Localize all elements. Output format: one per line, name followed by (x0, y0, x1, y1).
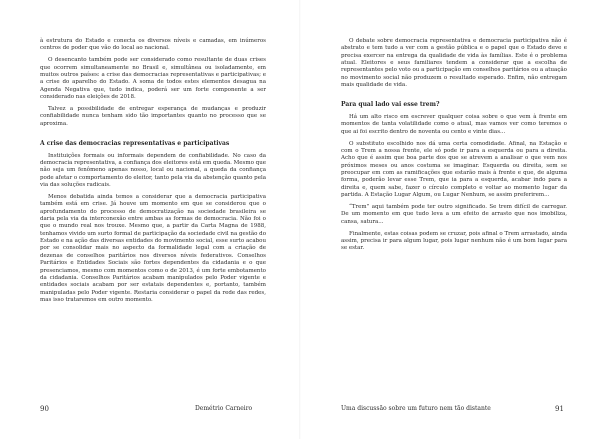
paragraph: Menos debatida ainda temos a considerar que a democracia participativa também está em crise. Já houve um momento em que se considerou que o aprofundamento do processo de democratização na sociedade brasileira se daria pela via da interconexão entre ambas as formas de democracia. Não foi o que o mundo real nos trouxe. Mesmo que, a partir da Carta Magna de 1988, tenhamos vivido um surto formal de participação da sociedade civil na gestão do Estado e na ação das diversas entidades do movimento social, esse surto acabou por se consolidar mais no aspecto da formalidade legal com a criação de dezenas de conselhos paritários nos diversos níveis federativos. Conselhos Paritários e Entidades Sociais são fortes dependentes da cidadania e o que presenciamos, mesmo com momentos como o de 2013, é um forte embotamento da cidadania. Conselhos Paritários acabam manipulados pelo Poder vigente e entidades sociais acabam por ser estatais dependentes e, portanto, também manipuladas pelo Poder vigente. Restaria considerar o papel da rede das redes, mas isso trataremos em outro momento. (40, 194, 266, 303)
paragraph: Instituições formais ou informais dependem de confiabilidade. No caso da democracia representativa, a confiança dos eleitores está em queda. Mesmo que não seja um fenômeno apenas nosso, local ou nacional, a queda da confiança pode afetar o comportamento do eleitor, tanto pela via da abstenção quanto pela via das soluções radicais. (40, 152, 266, 189)
right-running-head: Uma discussão sobre um futuro nem tão distante (341, 405, 491, 412)
book-gutter (299, 0, 301, 439)
section-heading: Para qual lado vai esse trem? (341, 101, 440, 109)
paragraph: Há um alto risco em escrever qualquer coisa sobre o que vem à frente em momentos de tanta volatilidade como o atual, mas vamos ver como teremos o que ai foi escrito dentro de noventa ou cento e vinte dias... (341, 113, 567, 135)
paragraph: O substituto escolhido nos dá uma certa comodidade. Afinal, na Estação e com o Trem a nossa frente, ele só pode ir para a esquerda ou para a direita. Acho que é assim que boa parte dos que se atrevem a analisar o que vem nos próximos meses ou anos costuma se imaginar. Esquerda ou direita, sem se preocupar em com as ramificações que estarão mais à frente e que, de alguma forma, poderão levar esse Trem, que ia para a esquerda, acabar indo para a direita e, quem sabe, fazer o círculo completo e voltar ao momento lugar da partida. A Estação Lugar Algum, ou Lugar Nenhum, se assim preferirem... (341, 140, 567, 199)
paragraph: Talvez a possibilidade de entregar esperança de mudanças e produzir confiabilidade nunca tenham sido tão importantes quanto no processo que se aproxima. (40, 106, 266, 127)
paragraph: O debate sobre democracia representativa e democracia participativa não é abstrato e tem tudo a ver com a gestão pública e o papel que o Estado deve e precisa exercer na entrega da qualidade de vida às famílias. Este é o problema atual. Eleitores e seus familiares tendem a considerar que a escolha de representantes pelo voto ou a participação em conselhos paritários ou a atuação no movimento social não produzem o resultado esperado. Enfim, não entregam mais qualidade de vida. (341, 38, 567, 89)
left-page-number: 90 (40, 405, 49, 413)
left-page-column (40, 38, 266, 309)
left-running-head: Demétrio Carneiro (195, 405, 253, 412)
right-page-column (341, 38, 567, 258)
paragraph: O desencanto também pode ser considerado como resultante de duas crises que ocorrem simultaneamente no Brasil e, simultânea ou isoladamente, em muitos outros países: a crise das democracias representativas e participativas; e a crise do aparelho do Estado. A soma de todos estes elementos desagua na Agenda Negativa que, tudo indica, poderá ser um forte componente a ser considerado nas eleições de 2018. (40, 57, 266, 101)
paragraph: “Trem” aqui também pode ter outro significado. Se trem difícil de carregar. De um momento em que tudo leva a um efeito de arrasto que nos imobiliza, cansa, satura... (341, 204, 567, 225)
paragraph: à estrutura do Estado e conecta os diversos níveis e camadas, em inúmeros centros de poder que vão do local ao nacional. (40, 38, 266, 52)
right-page-number: 91 (555, 405, 564, 413)
paragraph: Finalmente, estas coisas podem se cruzar, pois afinal o Trem arrastado, ainda assim, precisa ir para algum lugar, pois lugar nenhum não é um bom lugar para se estar. (341, 230, 567, 252)
section-heading: A crise das democracias representativas e participativas (40, 140, 230, 148)
